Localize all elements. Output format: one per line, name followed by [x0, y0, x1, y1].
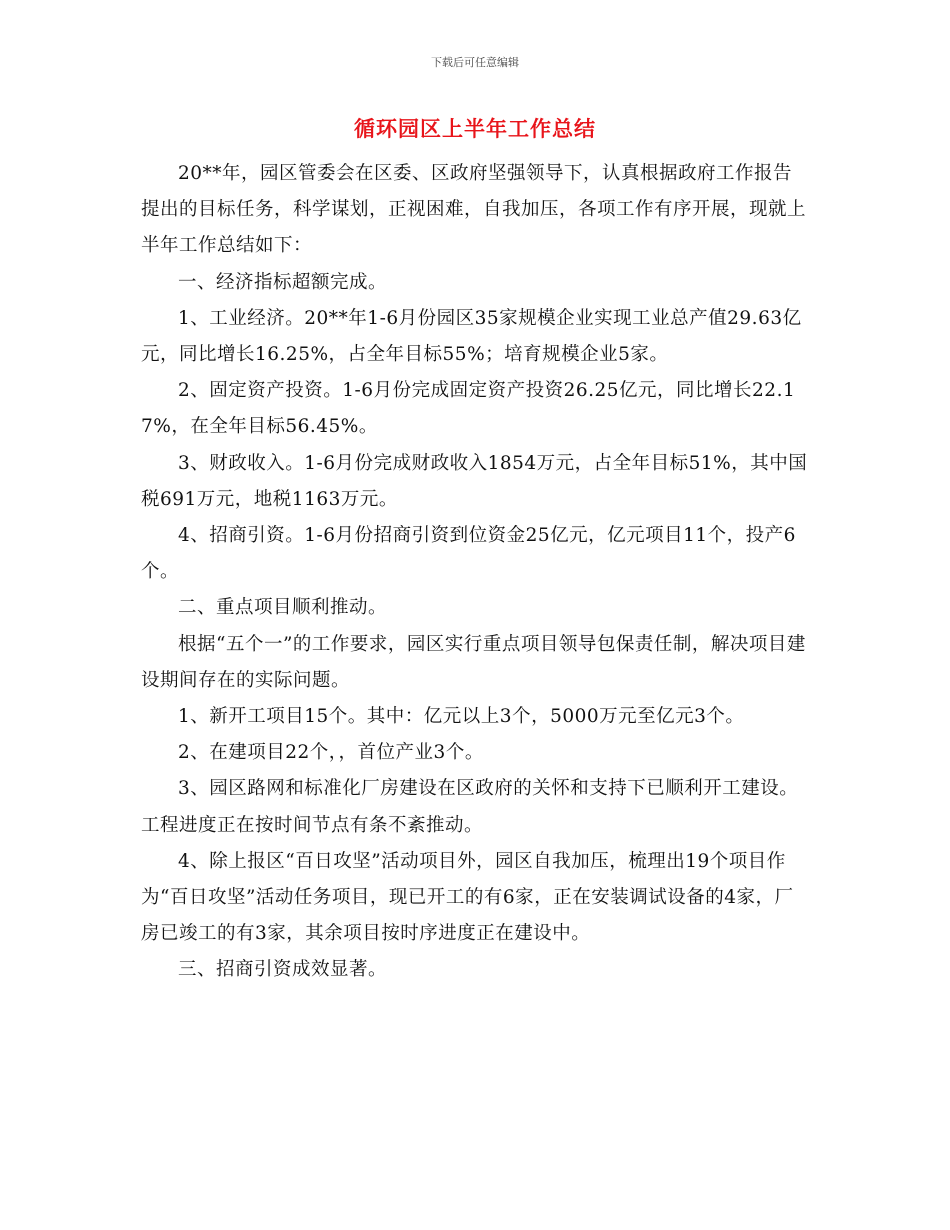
paragraph-projects-under-construction: 2、在建项目22个，，首位产业3个。: [178, 742, 484, 764]
paragraph-intro: 20**年，园区管委会在区委、区政府坚强领导下，认真根据政府工作报告提出的目标任务，科学谋划，正视困难，自我加压，各项工作有序开展，现就上半年工作总结如下：: [141, 163, 807, 257]
paragraph-investment-attraction: 4、招商引资。1-6月份招商引资到位资金25亿元，亿元项目11个，投产6个。: [141, 525, 796, 583]
section-heading-3: 三、招商引资成效显著。: [178, 959, 388, 981]
paragraph-fiscal-revenue: 3、财政收入。1-6月份完成财政收入1854万元，占全年目标51%，其中国税691万元，地税1163万元。: [141, 452, 808, 510]
section-heading-1: 一、经济指标超额完成。: [178, 271, 388, 293]
document-body: [141, 156, 811, 989]
paragraph-industrial-economy: 1、工业经济。20**年1-6月份园区35家规模企业实现工业总产值29.63亿元，同比增长16.25%，占全年目标55%；培育规模企业5家。: [141, 307, 802, 366]
paragraph-new-projects: 1、新开工项目15个。其中：亿元以上3个，5000万元至亿元3个。: [178, 706, 745, 728]
document-title: 循环园区上半年工作总结: [354, 117, 596, 141]
section-heading-2: 二、重点项目顺利推动。: [178, 597, 388, 619]
paragraph-responsibility-system: 根据“五个一”的工作要求，园区实行重点项目领导包保责任制，解决项目建设期间存在的实际问题。: [141, 633, 806, 691]
paragraph-fixed-asset-investment: 2、固定资产投资。1-6月份完成固定资产投资26.25亿元，同比增长22.17%，在全年目标56.45%。: [141, 380, 796, 438]
paragraph-road-network: 3、园区路网和标准化厂房建设在区政府的关怀和支持下已顺利开工建设。工程进度正在按时间节点有条不紊推动。: [141, 778, 799, 836]
header-note: 下载后可任意编辑: [431, 56, 519, 69]
paragraph-hundred-days: 4、除上报区“百日攻坚”活动项目外，园区自我加压，梳理出19个项目作为“百日攻坚”活动任务项目，现已开工的有6家，正在安装调试设备的4家，厂房已竣工的有3家，其余项目按时序进度正在建设中。: [141, 850, 794, 945]
